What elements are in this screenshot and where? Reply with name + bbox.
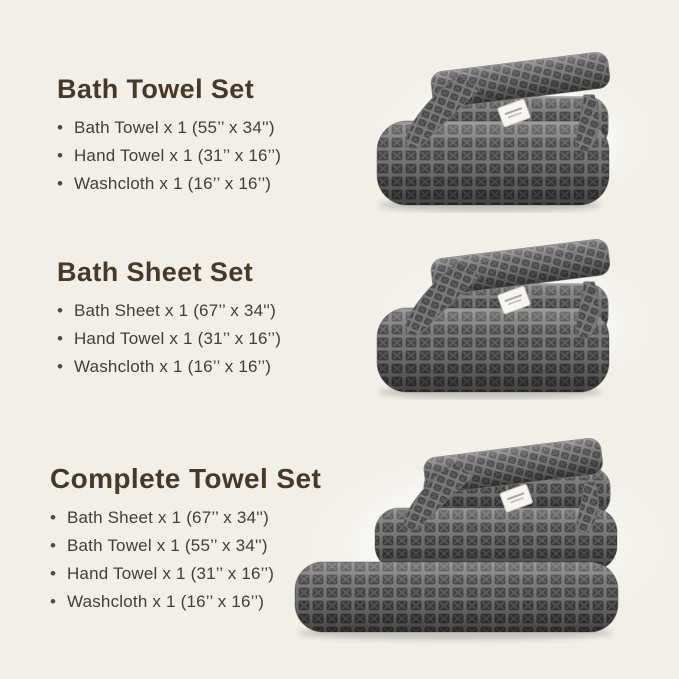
item-text: Bath Towel x 1 (55’’ x 34'') <box>66 536 268 556</box>
towel-stack-image-3-piece <box>362 232 668 400</box>
item-text: Bath Sheet x 1 (67’’ x 34'') <box>66 508 269 528</box>
list-item <box>57 119 387 137</box>
section-title: Bath Sheet Set <box>57 257 254 287</box>
item-text: Hand Towel x 1 (31’’ x 16’’) <box>73 329 282 349</box>
spec-list <box>57 119 387 193</box>
list-item <box>57 358 387 376</box>
section-title: Complete Towel Set <box>50 463 322 494</box>
bullet-icon: • <box>57 174 63 194</box>
item-text: Bath Towel x 1 (55’’ x 34'') <box>73 118 275 138</box>
bullet-icon: • <box>50 564 56 584</box>
spec-list <box>57 302 387 376</box>
towel-stack-image-4-piece <box>283 430 679 645</box>
bullet-icon: • <box>50 536 56 556</box>
section-bath-towel-set <box>57 74 387 193</box>
list-item <box>57 330 387 348</box>
section-bath-sheet-set <box>57 257 387 376</box>
section-title: Bath Towel Set <box>57 74 255 104</box>
list-item <box>57 147 387 165</box>
list-item <box>57 302 387 320</box>
bullet-icon: • <box>57 146 63 166</box>
list-item <box>57 175 387 193</box>
item-text: Washcloth x 1 (16’’ x 16’’) <box>73 357 272 377</box>
item-text: Washcloth x 1 (16’’ x 16’’) <box>66 592 265 612</box>
item-text: Washcloth x 1 (16’’ x 16’’) <box>73 174 272 194</box>
bullet-icon: • <box>57 357 63 377</box>
bullet-icon: • <box>50 592 56 612</box>
towel-stack-image-3-piece <box>362 45 668 213</box>
bullet-icon: • <box>57 329 63 349</box>
bullet-icon: • <box>57 301 63 321</box>
item-text: Hand Towel x 1 (31’’ x 16’’) <box>66 564 275 584</box>
item-text: Bath Sheet x 1 (67’’ x 34'') <box>73 301 276 321</box>
item-text: Hand Towel x 1 (31’’ x 16’’) <box>73 146 282 166</box>
bullet-icon: • <box>57 118 63 138</box>
bullet-icon: • <box>50 508 56 528</box>
